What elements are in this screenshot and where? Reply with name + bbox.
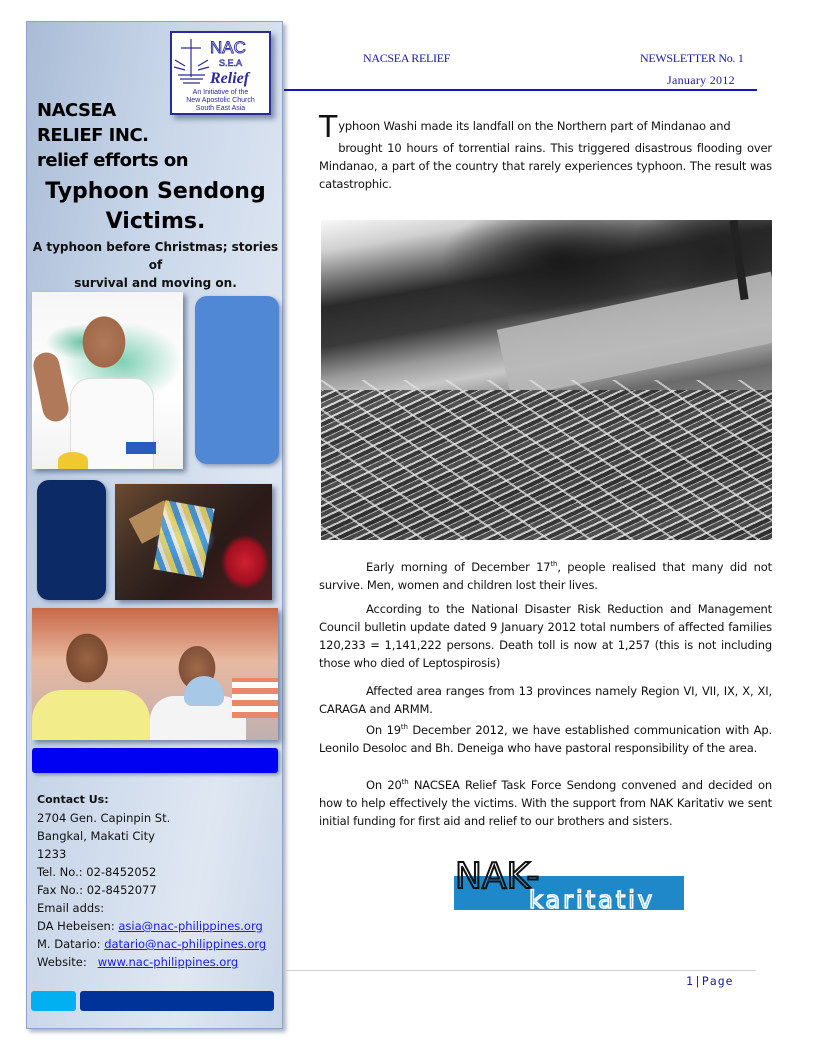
p1-sup: th xyxy=(550,560,558,569)
contact-email-label: Email adds: xyxy=(37,901,105,915)
intro-first-line: yphoon Washi made its landfall on the Northern part of Mindanao and xyxy=(338,119,731,133)
page-number-value: 1 xyxy=(686,974,694,988)
p4-text-a: On 19 xyxy=(366,723,401,737)
contact-website-label: Website: xyxy=(37,955,98,969)
p5-sup: th xyxy=(401,778,409,787)
org-title-line: RELIEF INC. xyxy=(37,125,149,146)
p4-sup: th xyxy=(400,723,408,732)
p4-text-b: December 2012, we have established communication with Ap. Leonilo Desoloc and Bh. Deneiga who have pastoral responsibility of the area. xyxy=(319,723,772,755)
sidebar-panel xyxy=(26,21,283,1029)
subtitle-line: A typhoon before Christmas; stories of xyxy=(32,240,279,272)
contact-info xyxy=(37,791,282,971)
paragraph-december-19 xyxy=(319,721,772,757)
photo-detail xyxy=(153,500,214,578)
page-label: Page xyxy=(701,974,734,988)
email-link-asia[interactable]: asia@nac-philippines.org xyxy=(118,919,263,933)
contact-email-row xyxy=(37,917,282,935)
article-paragraph xyxy=(319,600,772,672)
photo-detail xyxy=(232,678,278,718)
relief-goods-photo xyxy=(115,484,272,600)
header-date: January 2012 xyxy=(667,73,735,87)
newsletter-subtitle xyxy=(29,238,282,292)
flood-debris-photo xyxy=(321,220,772,540)
logo-tagline-line: An Initiative of the xyxy=(192,89,249,96)
article-paragraph xyxy=(319,558,772,594)
logo-tagline-line: New Apostolic Church xyxy=(186,97,255,104)
org-title xyxy=(37,98,277,173)
photo-detail xyxy=(184,676,224,706)
contact-website-row xyxy=(37,953,282,971)
logo-nak-text: NAK- xyxy=(455,856,540,897)
paragraph-affected-area: Affected area ranges from 13 provinces namely Region VI, VII, IX, X, XI, CARAGA and ARMM. xyxy=(319,684,772,716)
footer-divider xyxy=(284,970,756,971)
paragraph-december-17 xyxy=(319,558,772,594)
logo-nac-text: NAC xyxy=(210,38,246,57)
org-title-line: relief efforts on xyxy=(37,150,189,171)
crying-baby-photo xyxy=(32,292,183,469)
p1-text-a: Early morning of December 17 xyxy=(366,560,551,574)
contact-fax: Fax No.: 02-8452077 xyxy=(37,883,157,897)
contact-email-row xyxy=(37,935,282,953)
decorative-blue-bar xyxy=(32,748,278,773)
header-newsletter-number: NEWSLETTER No. 1 xyxy=(640,51,744,65)
contact-zip: 1233 xyxy=(37,847,67,861)
photo-detail xyxy=(321,380,772,540)
page-number: 1|Page xyxy=(686,974,734,988)
contact-email1-name: DA Hebeisen: xyxy=(37,919,119,933)
photo-detail xyxy=(126,442,156,454)
nak-karitativ-logo xyxy=(451,850,687,918)
logo-relief-text: Relief xyxy=(210,70,250,87)
decorative-navy-block xyxy=(37,480,106,600)
email-link-datario[interactable]: datario@nac-philippines.org xyxy=(104,937,267,951)
article-paragraph xyxy=(319,776,772,830)
logo-karitativ-text: karitativ xyxy=(529,886,656,914)
article-intro xyxy=(319,110,772,193)
headline-line: Victims. xyxy=(105,209,206,234)
intro-rest: brought 10 hours of torrential rains. This triggered disastrous flooding over Mindanao, a part of the country that rarely experiences typhoon. The result was catastrophic. xyxy=(319,141,772,191)
p5-text-a: On 20 xyxy=(366,778,402,792)
newsletter-headline xyxy=(27,177,284,237)
decorative-dark-blue-bar xyxy=(80,991,274,1011)
nak-karitativ-wordmark xyxy=(451,850,687,918)
header-divider xyxy=(284,89,757,91)
decorative-blue-block xyxy=(195,296,279,464)
website-link[interactable]: www.nac-philippines.org xyxy=(97,955,239,969)
p1-text-b: , people realised that many did not survive. Men, women and children lost their lives. xyxy=(319,560,772,592)
mothers-children-photo xyxy=(32,608,278,740)
logo-sea-text: S.E.A xyxy=(219,58,243,68)
subtitle-line: survival and moving on. xyxy=(74,276,237,290)
photo-detail xyxy=(58,452,88,469)
decorative-cyan-block xyxy=(31,991,76,1011)
p5-text-b: NACSEA Relief Task Force Sendong convened and decided on how to help effectively the victims. With the support from NAK Karitativ we sent initial funding for first aid and relief to our brothers and sisters. xyxy=(319,778,772,828)
drop-cap: T xyxy=(319,110,338,145)
article-paragraph xyxy=(319,682,772,718)
org-title-line: NACSEA xyxy=(37,100,116,121)
headline-line: Typhoon Sendong xyxy=(45,179,266,204)
paragraph-ndrrmc: According to the National Disaster Risk Reduction and Management Council bulletin update dated 9 January 2012 total numbers of affected families 120,233 = 1,141,222 persons. Death toll is now at 1,257 (this is not including those who died of Leptospirosis) xyxy=(319,602,772,670)
logo-tagline-line: South East Asia xyxy=(195,105,246,112)
contact-address-line2: Bangkal, Makati City xyxy=(37,829,155,843)
contact-address-line1: 2704 Gen. Capinpin St. xyxy=(37,811,171,825)
photo-detail xyxy=(32,350,71,424)
paragraph-december-20 xyxy=(319,776,772,830)
contact-email2-name: M. Datario: xyxy=(37,937,105,951)
contact-title: Contact Us: xyxy=(37,793,109,806)
contact-tel: Tel. No.: 02-8452052 xyxy=(37,865,157,879)
header-publication-name: NACSEA RELIEF xyxy=(363,51,451,65)
photo-detail xyxy=(32,690,150,740)
article-paragraph xyxy=(319,721,772,757)
